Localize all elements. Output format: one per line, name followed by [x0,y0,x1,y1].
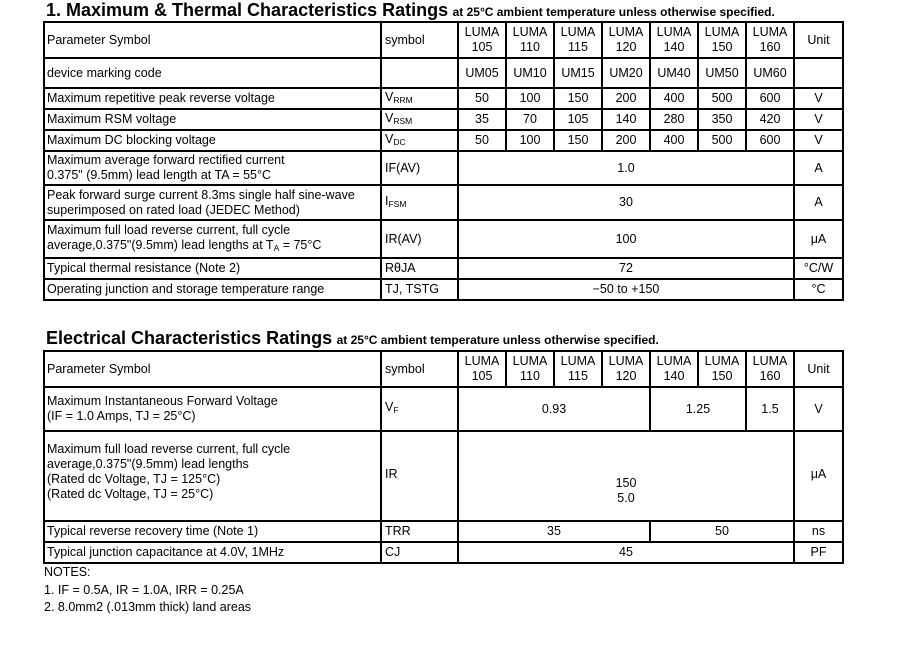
note-item: 2. 8.0mm2 (.013mm thick) land areas [44,600,252,614]
value-cell: UM10 [506,58,554,88]
section2-subtitle: at 25°C ambient temperature unless otherwise specified. [336,333,659,347]
part-header: LUMA 105 [458,22,506,58]
value-cell: 100 [458,220,794,258]
param-header: Parameter Symbol [44,351,381,387]
part-header: LUMA 160 [746,22,794,58]
table-row-ifsm [44,185,843,220]
param-label: Maximum average forward rectified current 0.375" (9.5mm) lead length at TA = 55°C [44,151,381,185]
value-cell: UM15 [554,58,602,88]
symbol-cell: IR [381,431,458,521]
value-cell: 50 [650,521,794,542]
value-cell: 70 [506,109,554,130]
value-cell: 105 [554,109,602,130]
param-label: Operating junction and storage temperature range [44,279,381,300]
param-label: Maximum RSM voltage [44,109,381,130]
value-cell: 0.93 [458,387,650,431]
table-row-vrsm [44,109,843,130]
table-row-vrrm [44,88,843,109]
notes [44,564,251,617]
part-header: LUMA 150 [698,22,746,58]
unit-cell: V [794,88,843,109]
table-row-thermal [44,258,843,279]
value-cell: 150 [554,88,602,109]
value-cell: 50 [458,130,506,151]
part-header: LUMA 150 [698,351,746,387]
param-header: Parameter Symbol [44,22,381,58]
param-label: Maximum full load reverse current, full cycle average,0.375"(9.5mm) lead lengths at $T_A = 75^\circ C$ [44,220,381,258]
section1-heading: 1. Maximum & Thermal Characteristics Ratings [46,0,449,20]
value-cell: 150 5.0 [458,431,794,521]
param-label: Maximum repetitive peak reverse voltage [44,88,381,109]
table-header-row [44,351,843,387]
value-cell: UM20 [602,58,650,88]
table-row-tj [44,279,843,300]
value-cell: 500 [698,88,746,109]
unit-cell [794,58,843,88]
unit-header: Unit [794,22,843,58]
value-cell: 35 [458,109,506,130]
value-cell: 35 [458,521,650,542]
value-cell: 1.5 [746,387,794,431]
symbol-cell: IR(AV) [381,220,458,258]
unit-cell: V [794,387,843,431]
param-label: device marking code [44,58,381,88]
notes-heading: NOTES: [44,565,91,579]
param-label: Maximum full load reverse current, full cycle average,0.375"(9.5mm) lead lengths (Rated dc Voltage, TJ = 125°C) (Rated dc Voltage, TJ = 25°C) [44,431,381,521]
unit-cell: V [794,130,843,151]
value-cell: 400 [650,88,698,109]
symbol-cell: TRR [381,521,458,542]
section2-title [46,328,659,349]
value-cell: UM05 [458,58,506,88]
symbol-cell: TJ, TSTG [381,279,458,300]
unit-cell: μA [794,220,843,258]
part-header: LUMA 115 [554,351,602,387]
note-item: 1. IF = 0.5A, IR = 1.0A, IRR = 0.25A [44,582,244,597]
unit-cell: A [794,185,843,220]
value-cell: 150 [554,130,602,151]
symbol-header: symbol [381,351,458,387]
value-cell: 200 [602,130,650,151]
symbol-cell: IF(AV) [381,151,458,185]
param-label: Typical thermal resistance (Note 2) [44,258,381,279]
value-cell: 280 [650,109,698,130]
part-header: LUMA 115 [554,22,602,58]
param-label: Peak forward surge current 8.3ms single half sine-wave superimposed on rated load (JEDEC Method) [44,185,381,220]
table-row-irav [44,220,843,258]
value-cell: 200 [602,88,650,109]
table-header-row [44,22,843,58]
symbol-cell: $I_{FSM}$ [381,185,458,220]
value-cell: 500 [698,130,746,151]
section2-heading: Electrical Characteristics Ratings [46,328,333,348]
value-cell: 45 [458,542,794,563]
section1-title [46,0,775,21]
unit-cell: A [794,151,843,185]
part-header: LUMA 120 [602,22,650,58]
value-cell: 420 [746,109,794,130]
value-cell: 72 [458,258,794,279]
part-header: LUMA 110 [506,351,554,387]
symbol-cell: $V_F$ [381,387,458,431]
value-cell: 100 [506,88,554,109]
table-row-ir [44,431,843,521]
value-cell: 600 [746,130,794,151]
param-label: Typical reverse recovery time (Note 1) [44,521,381,542]
value-cell: 100 [506,130,554,151]
symbol-cell: $V_{RSM}$ [381,109,458,130]
section1-subtitle: at 25°C ambient temperature unless otherwise specified. [452,5,775,19]
part-header: LUMA 160 [746,351,794,387]
symbol-cell: $V_{RRM}$ [381,88,458,109]
unit-cell: V [794,109,843,130]
table-row-vdc [44,130,843,151]
symbol-header: symbol [381,22,458,58]
value-cell: UM40 [650,58,698,88]
part-header: LUMA 105 [458,351,506,387]
table-row-cj [44,542,843,563]
unit-cell: °C/W [794,258,843,279]
param-label: Typical junction capacitance at 4.0V, 1MHz [44,542,381,563]
unit-header: Unit [794,351,843,387]
value-cell: 1.0 [458,151,794,185]
symbol-cell: RθJA [381,258,458,279]
value-cell: UM50 [698,58,746,88]
electrical-ratings-table [43,350,844,564]
value-cell: 400 [650,130,698,151]
part-header: LUMA 120 [602,351,650,387]
unit-cell: °C [794,279,843,300]
table-row-vf [44,387,843,431]
symbol-cell: $V_{DC}$ [381,130,458,151]
table-row-marking [44,58,843,88]
param-label: Maximum Instantaneous Forward Voltage (IF = 1.0 Amps, TJ = 25°C) [44,387,381,431]
value-cell: 1.25 [650,387,746,431]
symbol-cell: CJ [381,542,458,563]
unit-cell: PF [794,542,843,563]
value-cell: −50 to +150 [458,279,794,300]
value-cell: 50 [458,88,506,109]
value-cell: 30 [458,185,794,220]
unit-cell: μA [794,431,843,521]
param-label: Maximum DC blocking voltage [44,130,381,151]
part-header: LUMA 140 [650,22,698,58]
table-row-ifav [44,151,843,185]
value-cell: 600 [746,88,794,109]
value-cell: 140 [602,109,650,130]
value-cell: 350 [698,109,746,130]
value-cell: UM60 [746,58,794,88]
symbol-cell [381,58,458,88]
part-header: LUMA 110 [506,22,554,58]
part-header: LUMA 140 [650,351,698,387]
max-thermal-ratings-table [43,21,844,301]
table-row-trr [44,521,843,542]
unit-cell: ns [794,521,843,542]
